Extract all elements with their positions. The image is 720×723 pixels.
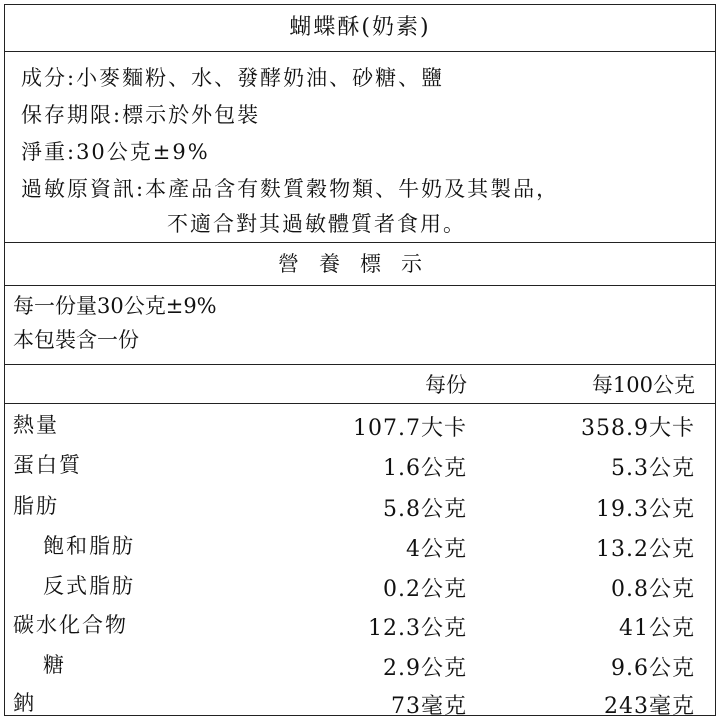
per-100g-value: 243毫克: [604, 694, 695, 719]
per-100g-value: 0.8公克: [611, 577, 695, 602]
table-row: [5, 405, 715, 445]
table-row: [5, 566, 715, 606]
per-serving-value: 0.2公克: [383, 577, 467, 602]
column-header-per-100g: 每100公克: [591, 373, 695, 397]
per-serving-value: 107.7大卡: [353, 416, 467, 441]
serving-size: 每一份量30公克±9%: [13, 294, 217, 318]
per-serving-value: 1.6公克: [383, 456, 467, 481]
table-row: [5, 683, 715, 723]
column-header-per-serving: 每份: [425, 373, 467, 397]
ingredients-text: 成分:小麥麵粉、水、發酵奶油、砂糖、鹽: [21, 66, 445, 90]
nutrient-name: 飽和脂肪: [43, 534, 135, 558]
per-serving-value: 4公克: [406, 537, 467, 562]
per-serving-value: 2.9公克: [383, 656, 467, 681]
per-100g-value: 41公克: [619, 616, 695, 641]
per-100g-value: 5.3公克: [611, 456, 695, 481]
nutrient-name: 反式脂肪: [43, 574, 135, 598]
nutrition-label: [4, 4, 716, 719]
nutrition-title: 營養標示: [5, 243, 715, 286]
table-row: [5, 445, 715, 485]
nutrient-name: 碳水化合物: [13, 613, 128, 637]
product-title: 蝴蝶酥(奶素): [5, 5, 715, 52]
per-serving-value: 73毫克: [391, 694, 467, 719]
servings-per-pack: 本包裝含一份: [13, 328, 139, 352]
nutrient-name: 脂肪: [13, 494, 59, 518]
nutrient-name: 糖: [43, 653, 66, 677]
shelf-life-text: 保存期限:標示於外包裝: [21, 103, 261, 127]
nutrient-name: 蛋白質: [13, 453, 82, 477]
serving-info: [5, 286, 715, 365]
per-serving-value: 5.8公克: [383, 497, 467, 522]
net-weight-text: 淨重:30公克±9%: [21, 140, 210, 164]
table-row: [5, 645, 715, 685]
per-100g-value: 9.6公克: [611, 656, 695, 681]
allergen-text-continued: 不適合對其過敏體質者食用。: [167, 212, 466, 236]
per-100g-value: 13.2公克: [596, 537, 695, 562]
table-row: [5, 526, 715, 566]
per-100g-value: 19.3公克: [596, 497, 695, 522]
table-row: [5, 605, 715, 645]
allergen-text: 過敏原資訊:本產品含有麩質穀物類、牛奶及其製品，: [21, 177, 560, 201]
nutrient-name: 熱量: [13, 413, 59, 437]
per-100g-value: 358.9大卡: [581, 416, 695, 441]
nutrient-name: 鈉: [13, 691, 36, 715]
product-info-section: [5, 52, 715, 243]
header-divider: [5, 403, 715, 404]
table-row: [5, 486, 715, 526]
per-serving-value: 12.3公克: [368, 616, 467, 641]
